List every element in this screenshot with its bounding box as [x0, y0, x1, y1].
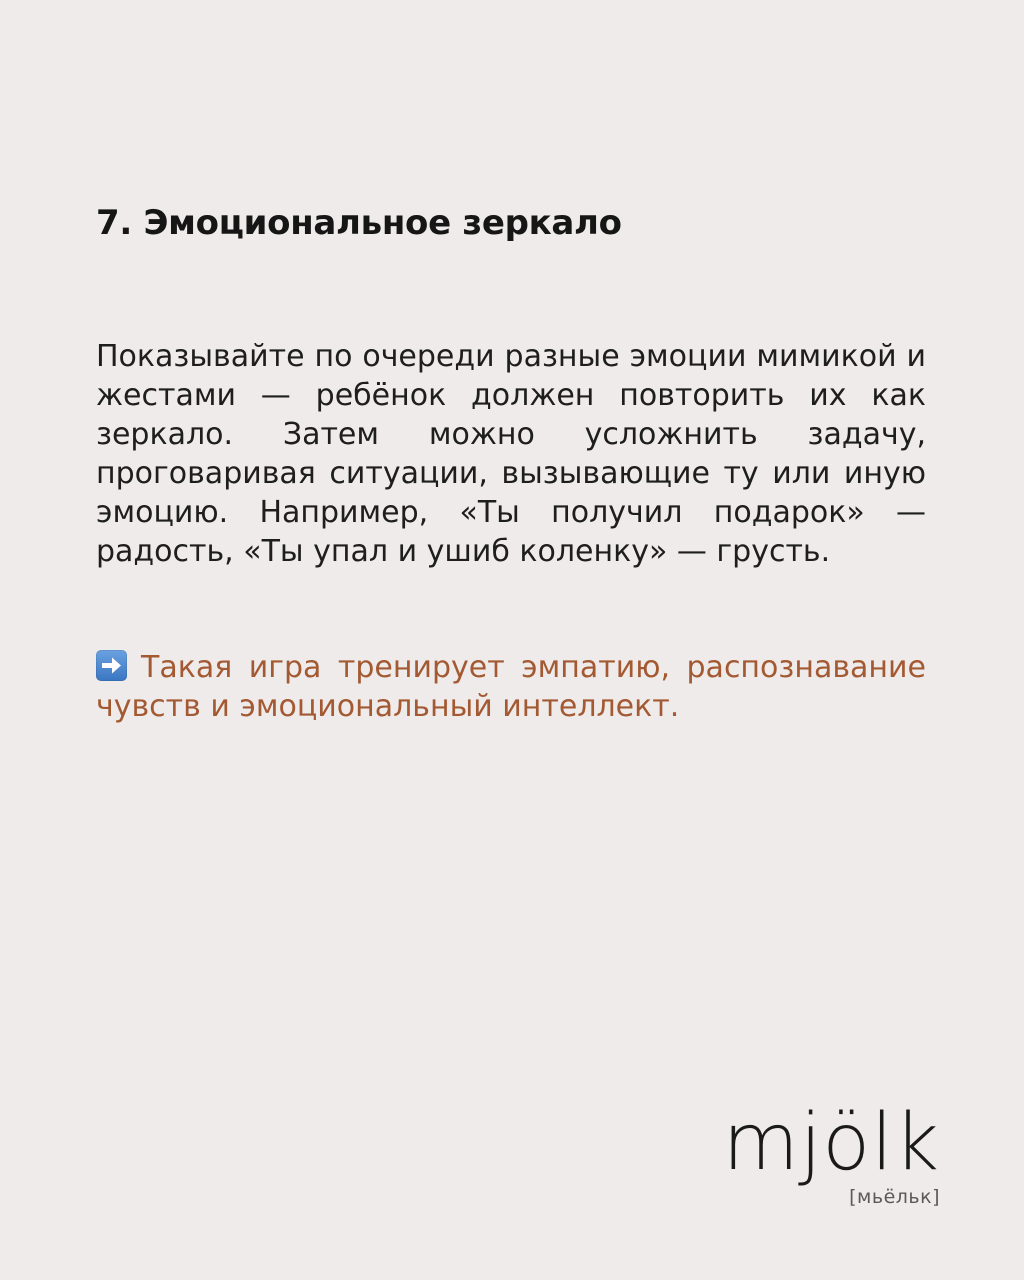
- note-paragraph: [96, 648, 926, 726]
- brand-logo: [722, 1098, 940, 1218]
- logo-transcription: [мьёльк]: [849, 1186, 940, 1208]
- logo-wordmark: mjölk: [722, 1098, 940, 1188]
- page-title: 7. Эмоциональное зеркало: [96, 203, 622, 243]
- note-text: Такая игра тренирует эмпатию, распознавание чувств и эмоциональный интеллект.: [96, 650, 926, 724]
- right-arrow-icon: [96, 650, 127, 681]
- body-paragraph: Показывайте по очереди разные эмоции мимикой и жестами — ребёнок должен повторить их как зеркало. Затем можно усложнить задачу, проговаривая ситуации, вызывающие ту или иную эмоцию. Например, «Ты получил подарок» — радость, «Ты упал и ушиб коленку» — грусть.: [96, 339, 926, 569]
